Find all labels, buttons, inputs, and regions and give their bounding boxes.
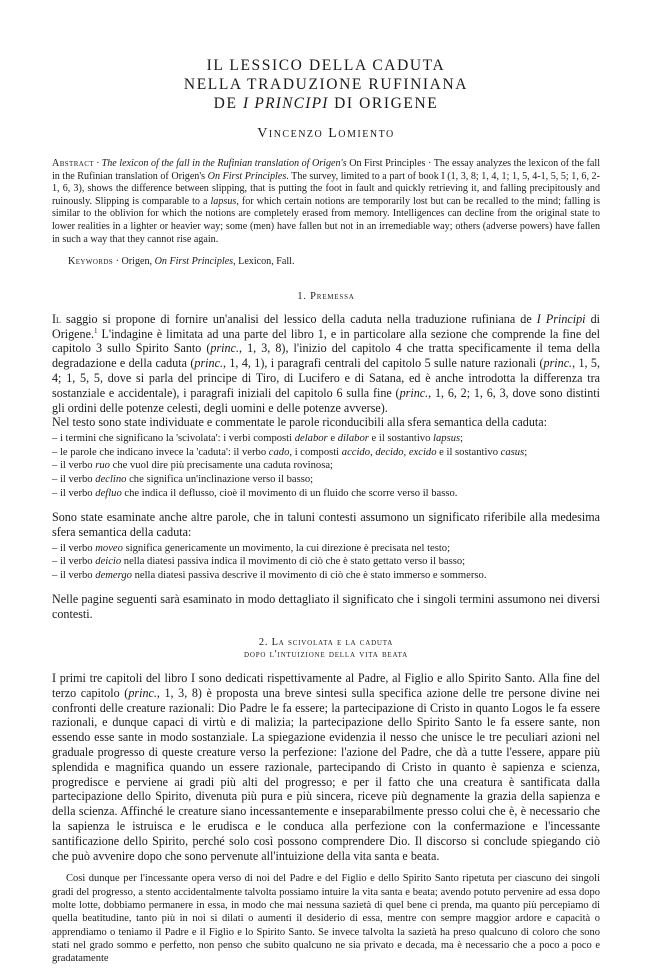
li-term: demergo [95,569,132,581]
li-term: accido, decido, excido [341,446,437,458]
li-text: e [327,433,338,445]
article-title [52,56,600,113]
list-item [52,555,600,569]
title-line-3-post: DI ORIGENE [328,95,439,112]
title-line-1: IL LESSICO DELLA CADUTA [206,57,446,74]
keywords-post: , Lexicon, Fall. [233,256,295,268]
s1p1-ref2: princ. [194,356,223,371]
s1p1-e: , 1, 6, 2; 1, 6, 3, dove sono distinti gli ordini delle potenze celesti, degli uomini e delle potenze avverse). [52,385,600,415]
dropcap-word: Il [52,311,61,326]
section-2-heading [52,637,600,661]
li-text: e il sostantivo [436,446,501,458]
li-text: il verbo [59,569,96,581]
section-1-paragraph-3: Sono state esaminate anche altre parole, che in taluni contesti assumono un significato riferibile alla medesima sfera semantica della caduta: [52,510,600,539]
abstract [52,158,600,246]
title-work-name: I PRINCIPI [243,95,329,112]
abstract-label: Abstract [52,158,94,169]
section-1-paragraph-1 [52,312,600,416]
keywords-label: Keywords [68,256,114,268]
li-term: declino [95,473,127,485]
abstract-body-post: , for which certain notions are temporarily lost but can be recalled to the mind; falling is similar to the oblivion for which the notions are completely erased from memory. Intelligences can decline from the original state to lower realities in a lighter or heavier way; some (men) have fallen but not in an irremediable way; others (adverse powers) have fallen in such a way that they cannot rise again. [52,195,600,245]
li-text: e il sostantivo [368,433,434,445]
list-item [52,542,600,556]
footnote-ref-1[interactable]: 1 [93,326,98,335]
author-name: Vincenzo Lomiento [257,126,395,141]
li-text: il verbo [59,460,96,472]
s1p1-b: , 1, 3, 8), l'inizio del capitolo 4 che tratta specificamente il tema della degradazione e della caduta ( [52,341,600,371]
abstract-body-pre: · The essay analyzes the lexicon of the fall in the Rufinian translation of Origen's [52,158,601,182]
li-term: lapsus [433,433,461,445]
list-item [52,446,600,460]
li-text: nella diatesi passiva indica il movimento di ciò che è stato gettato verso il basso; [121,556,466,568]
li-text: il verbo [59,487,96,499]
li-text: le parole che indicano invece la 'caduta': il verbo [59,446,269,458]
s1p1-ref4: princ. [399,385,429,400]
section-2-heading-line-2: dopo l'intuizione della vita beata [244,649,408,661]
li-text: il verbo [59,556,96,568]
li-text: il verbo [59,542,96,554]
s2p1-post: , 1, 3, 8) è proposta una breve sintesi sulla specifica azione delle tre persone divine nei confronti delle creature razionali: Dio Padre le fa essere; la partecipazione di Cristo in quanto Logos le fa essere razionali, e dunque capaci di virtù e di malizia; la partecipazione dello Spirito Santo le fa essere sante, non essendo esse sante in modo sostanziale. La spiegazione evidenzia il nesso che unisce le tre peculiari azioni nel graduale progresso di queste creature verso la perfezione: l'azione del Padre, che dà a tutte l'essere, appare più splendida e magnifica quando un essere razionale, partecipando di Cristo in quanto è sapienza e scienza, progredisce e perviene ai gradi più alti del progresso; e per il fatto che una creatura è santificata dalla partecipazione dello Spirito, divenuta più pura e più sincera, riceve più degnamente la grazia della sapienza e della scienza. Affinché le creature siano incessantemente e inseparabilmente presso colui che è, è necessario che la sapienza le istruisca e le erudisca e le conduca alla perfezione con la confermazione e l'incessante santificazione dello Spirito, perché solo così possono comprendere Dio. Il discorso si conclude spiegando ciò che può avvenire dopo che sono pervenute all'intuizione della vita santa e beata. [52,685,600,863]
section-1-heading: 1. Premessa [297,290,355,302]
li-term: defluo [95,487,122,499]
li-text: che significa un'inclinazione verso il basso; [126,473,314,485]
keywords-work: On First Principles [154,256,234,268]
li-text: ; [524,446,528,458]
s2p1-ref: princ. [128,685,157,700]
list-item [52,473,600,487]
keywords-pre: · Origen, [113,256,155,268]
s1p1-work: I Principi [536,311,586,326]
s1p1-mid: di Origene. [52,311,600,341]
fall-terms-list [52,432,600,500]
li-term: ruo [95,460,110,472]
list-item [52,569,600,583]
li-term: delabor [294,433,328,445]
s1p1-ref1: princ. [210,341,239,356]
list-item [52,459,600,473]
list-item [52,487,600,501]
li-term: casus [500,446,525,458]
li-text: che vuol dire più precisamente una caduta rovinosa; [109,460,333,472]
li-term: dilabor [337,433,369,445]
abstract-body-work: On First Principles [207,170,287,182]
related-terms-list [52,542,600,583]
li-term: moveo [95,542,123,554]
li-text: che indica il deflusso, cioè il movimento di un fluido che scorre verso il basso. [121,487,458,499]
title-line-2: NELLA TRADUZIONE RUFINIANA [183,76,469,93]
title-line-3-pre: DE [213,95,243,112]
li-text: nella diatesi passiva descrive il movimento di ciò che è stato immerso e sommerso. [131,569,487,581]
li-text: i termini che significano la 'scivolata': i verbi composti [59,433,295,445]
li-term: cado [268,446,290,458]
section-2-paragraph-1 [52,671,600,863]
section-1-paragraph-2: Nel testo sono state individuate e commentate le parole riconducibili alla sfera semantica della caduta: [52,415,547,430]
li-text: , i composti [289,446,342,458]
title-line-3 [52,94,600,113]
abstract-title-work: On First Principles [349,158,426,169]
s1p1-ref3: princ. [543,356,573,371]
abstract-body-mid: . The survey, limited to a part of book I (1, 3, 8; 1, 4, 1; 1, 5, 4-1, 5, 5; 1, 6, 2-1, 6, 3), shows the difference between slipping, that is putting the foot in fault and quickly retrieving it, and falling precipitously and ruinously. Slipping is comparable to a [52,170,600,207]
list-item [52,432,600,446]
s1p1-d: , 1, 5, 4; 1, 5, 5, dove si parla del principe di Tiro, di Lucifero e di Satana, ed è anche introdotta la differenza tra sostanziale e accidentale), i paragrafi iniziali del capitolo 6 sulla fine ( [52,356,601,400]
s1p1-a: L'indagine è limitata ad una parte del libro 1, e in particolare alla sezione che comprende la fine del capitolo 3 sullo Spirito Santo ( [52,326,600,356]
li-term: deicio [95,556,122,568]
block-quote: Cosi dunque per l'incessante opera verso di noi del Padre e del Figlio e dello Spirito Santo ripetuta per ciascuno dei singoli gradi del progresso, a stento accidentalmente talvolta possiamo intuire la vita santa e beata; avendo potuto pervenire ad essa dopo molte lotte, dobbiamo permanere in essa, in modo che mai nessuna sazietà di quel bene ci prenda, ma quanto più percepiamo di quella beatitudine, tanto più in noi si dilati o aumenti il desiderio di essa, mentre con sempre maggior ardore e capacità o apprendiamo o teniamo il Padre e il Figlio e lo Spirito Santo. Se invece talvolta la sazietà ha preso qualcuno di coloro che sono stati nel grado sommo e perfetto, non penso che subito qualcuno ne sia privato e decada, ma è necessario che a poco a poco e gradatamente [52,873,600,965]
section-1-paragraph-4: Nelle pagine seguenti sarà esaminato in modo dettagliato il significato che i singoli termini assumono nei diversi contesti. [52,592,600,622]
keywords [52,256,600,269]
s1p1-pre: saggio si propone di fornire un'analisi del lessico della caduta nella traduzione rufiniana de [60,311,537,326]
abstract-title-pre: · The lexicon of the fall in the Rufinian translation of Origen's [94,158,350,169]
section-2-heading-line-1: 2. La scivolata e la caduta [258,637,394,649]
s2p1-pre: I primi tre capitoli del libro I sono dedicati rispettivamente al Padre, al Figlio e allo Spirito Santo. Alla fine del terzo capitolo ( [52,671,600,700]
li-text: ; [460,433,464,445]
abstract-lapsus: lapsus [210,195,237,207]
li-text: il verbo [59,473,96,485]
li-text: significa genericamente un movimento, la cui direzione è precisata nel testo; [122,542,451,554]
page [0,56,650,975]
s1p1-c: , 1, 4, 1), i paragrafi centrali del capitolo 5 sulle nature razionali ( [222,356,544,371]
